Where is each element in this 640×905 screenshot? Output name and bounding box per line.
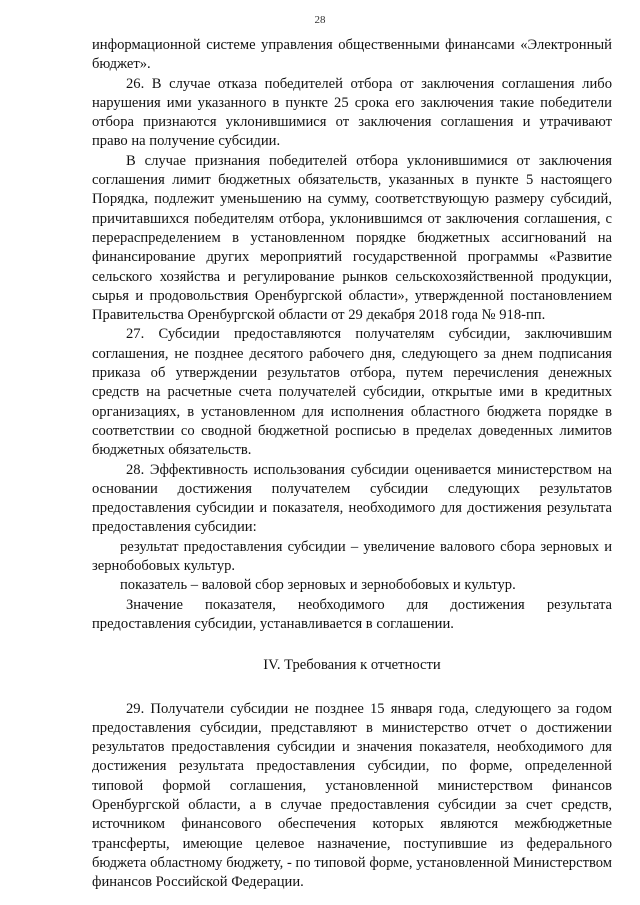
paragraph-28-indicator: показатель – валовой сбор зерновых и зернобобовых и культур. — [120, 577, 516, 594]
paragraph-26-continued: В случае признания победителей отбора уклонившимися от заключения соглашения лимит бюджетных обязательств, указанных в пункте 5 настоящего Порядка, подлежит уменьшению на сумму, соответствующую размеру субсидий, причитавшихся победителям отбора, уклонившимся от заключения соглашения, с перераспределением в установленном порядке бюджетных ассигнований на финансирование других мероприятий государственной программы «Развитие сельского хозяйства и регулирование рынков сельскохозяйственной продукции, сырья и продовольствия Оренбургской области», утвержденной постановлением Правительства Оренбургской области от 29 декабря 2018 года № 918-пп. — [92, 152, 612, 324]
paragraph-27: 27. Субсидии предоставляются получателям субсидии, заключившим соглашения, не позднее десятого рабочего дня, следующего за днем подписания приказа об утверждении результатов отбора, путем перечисления денежных средств на расчетные счета получателей субсидии, открытые ими в кредитных организациях, в установленном для исполнения областного бюджета порядке в соответствии со сводной бюджетной росписью в пределах доведенных лимитов бюджетных обязательств. — [92, 326, 612, 459]
page-number: 28 — [314, 14, 326, 26]
paragraph-28-value: Значение показателя, необходимого для достижения результата предоставления субсидии, устанавливается в соглашении. — [92, 596, 612, 632]
section-heading: IV. Требования к отчетности — [263, 657, 441, 674]
document-body — [92, 36, 612, 892]
paragraph-28-result: результат предоставления субсидии – увеличение валового сбора зерновых и зернобобовых культур. — [92, 538, 612, 575]
paragraph-continuation: информационной системе управления общественными финансами «Электронный бюджет». — [92, 37, 612, 73]
paragraph-28: 28. Эффективность использования субсидии оценивается министерством на основании достижения получателем субсидии следующих результатов предоставления субсидии и показателя, необходимого для достижения результата предоставления субсидии: — [92, 461, 612, 536]
paragraph-29: 29. Получатели субсидии не позднее 15 января года, следующего за годом предоставления субсидии, представляют в министерство отчет о достижении результатов предоставления субсидии и значения показателя, необходимого для достижения результата предоставления субсидии, по форме, определенной типовой формой соглашения, установленной министерством финансов Оренбургской области, а в случае предоставления субсидии за счет средств, источником финансового обеспечения которых являются межбюджетные трансферты, имеющие целевое назначение, поступившие из федерального бюджета областному бюджету, - по типовой форме, установленной Министерством финансов Российской Федерации. — [92, 700, 612, 891]
paragraph-26: 26. В случае отказа победителей отбора от заключения соглашения либо нарушения ими указанного в пункте 25 срока его заключения такие победители отбора признаются уклонившимися от заключения соглашения и утрачивают право на получение субсидии. — [92, 75, 612, 150]
